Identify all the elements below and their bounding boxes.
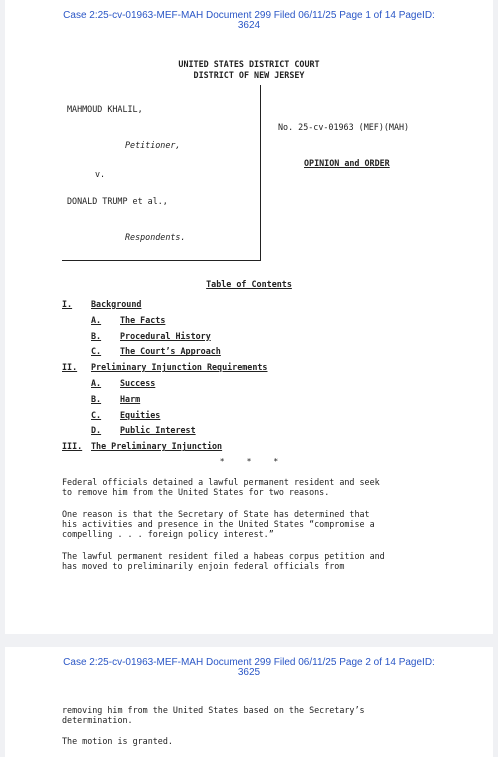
- separator-star: *: [219, 457, 225, 466]
- document-title: OPINION and ORDER: [304, 158, 390, 168]
- toc-entry-number: C.: [91, 409, 102, 420]
- body-line: removing him from the United States based on the Secretary’s: [62, 705, 365, 715]
- toc-entry-label[interactable]: The Court’s Approach: [120, 346, 221, 357]
- toc-entry-label[interactable]: Public Interest: [120, 425, 196, 436]
- respondent-name: DONALD TRUMP et al.,: [67, 196, 168, 206]
- toc-entry-number: A.: [91, 378, 102, 388]
- toc-entry: [91, 425, 421, 435]
- body-line: to remove him from the United States for two reasons.: [62, 487, 330, 497]
- toc-entry-label[interactable]: Background: [91, 299, 142, 309]
- toc-entry: [91, 378, 421, 388]
- toc-entry: [62, 441, 392, 451]
- separator-star: *: [273, 457, 279, 466]
- toc-entry-label[interactable]: Preliminary Injunction Requirements: [91, 362, 268, 373]
- toc-entry-label[interactable]: Harm: [120, 393, 141, 404]
- versus: v.: [95, 169, 106, 179]
- toc-entry: [91, 410, 421, 420]
- toc-entry-label[interactable]: Success: [120, 378, 156, 388]
- page-2: [5, 647, 493, 757]
- body-line: Federal officials detained a lawful permanent resident and seek: [62, 477, 380, 487]
- body-line: One reason is that the Secretary of State has determined that: [62, 509, 370, 519]
- ecf-header-line1: Case 2:25-cv-01963-MEF-MAH Document 299 Filed 06/11/25 Page 2 of 14 PageID:: [63, 657, 435, 668]
- petitioner-role: Petitioner,: [125, 140, 181, 150]
- toc-entry-number: B.: [91, 330, 102, 341]
- toc-entry-number: I.: [62, 299, 73, 309]
- toc-entry-number: II.: [62, 362, 78, 373]
- page-1: [5, 0, 493, 634]
- toc-title: Table of Contents: [206, 279, 292, 289]
- toc-entry-label[interactable]: Procedural History: [120, 330, 211, 341]
- separator-star: *: [246, 457, 252, 466]
- court-name: UNITED STATES DISTRICT COURT: [178, 59, 320, 69]
- toc-entry: [91, 346, 421, 356]
- toc-entry-number: C.: [91, 346, 102, 357]
- toc-entry-label[interactable]: The Facts: [120, 314, 166, 325]
- toc-entry-number: D.: [91, 425, 102, 436]
- toc-entry: [91, 331, 421, 341]
- body-line: compelling . . . foreign policy interest.”: [62, 529, 274, 539]
- toc-entry-label[interactable]: Equities: [120, 409, 161, 420]
- petitioner-name: MAHMOUD KHALIL,: [67, 104, 143, 114]
- toc-entry-number: A.: [91, 314, 102, 325]
- section-separator: [5, 457, 493, 466]
- body-line: has moved to preliminarily enjoin federal officials from: [62, 561, 345, 571]
- toc-entry: [91, 394, 421, 404]
- toc-entry: [62, 299, 392, 309]
- toc-entry-label[interactable]: The Preliminary Injunction: [91, 441, 223, 452]
- toc-entry-number: III.: [62, 441, 83, 452]
- toc-entry: [62, 362, 392, 372]
- ecf-header-line2: 3624: [237, 20, 261, 31]
- ecf-header-line1: Case 2:25-cv-01963-MEF-MAH Document 299 Filed 06/11/25 Page 1 of 14 PageID:: [63, 10, 435, 21]
- body-line: his activities and presence in the United States “compromise a: [62, 519, 375, 529]
- respondent-role: Respondents.: [125, 232, 186, 242]
- court-district: DISTRICT OF NEW JERSEY: [193, 70, 305, 80]
- ecf-header-line2: 3625: [237, 667, 261, 678]
- body-line: The motion is granted.: [62, 736, 173, 746]
- body-line: determination.: [62, 715, 133, 725]
- toc-entry-number: B.: [91, 393, 102, 404]
- case-number: No. 25-cv-01963 (MEF)(MAH): [278, 122, 410, 132]
- body-line: The lawful permanent resident filed a habeas corpus petition and: [62, 551, 385, 561]
- toc-entry: [91, 315, 421, 325]
